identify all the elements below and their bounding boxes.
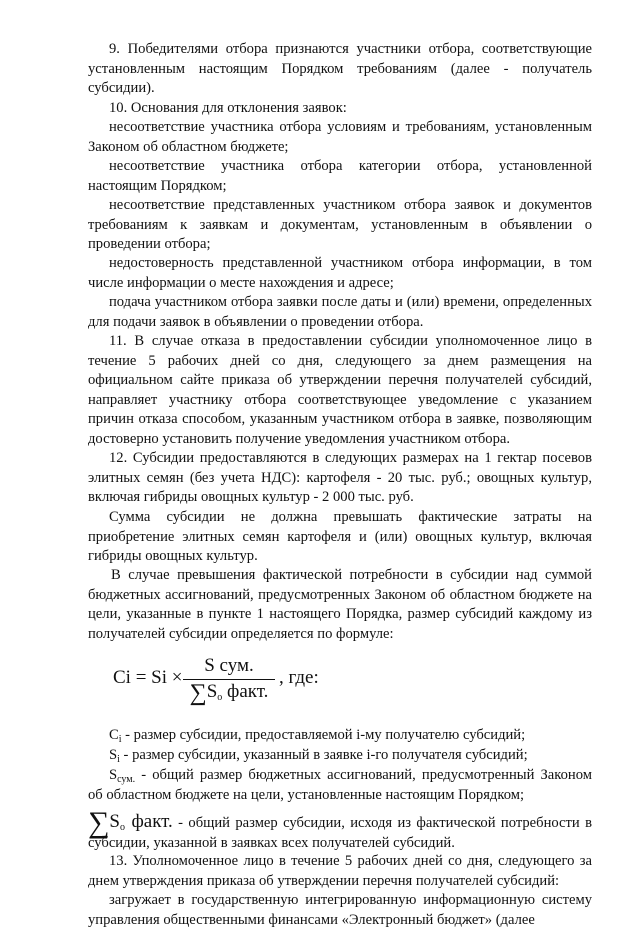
sum-symbol-group: $\sum S_o$ факт. [88, 806, 173, 839]
sigma-symbol: ∑ [189, 680, 207, 706]
paragraph-10e: подача участником отбора заявки после даты и (или) времени, определенных для подачи заявок в объявлении о проведении отбора. [88, 294, 592, 330]
paragraph-12a: Сумма субсидии не должна превышать фактические затраты на приобретение элитных семян картофеля и (или) овощных культур, включая гибриды овощных культур. [88, 509, 592, 564]
paragraph-11: 11. В случае отказа в предоставлении субсидии уполномоченное лицо в течение 5 рабочих дней со дня, следующего за днем размещения на официальном сайте приказа об утверждении перечня получателей субсидий, направляет участнику отбора соответствующее уведомление с указанием причин отказа способом, указанным участником отбора в заявке, позволяющим достоверно установить получение уведомления участником отбора. [88, 333, 592, 447]
paragraph-10c: несоответствие представленных участником отбора заявок и документов требованиям к заявкам и документам, установленным в объявлении о проведении отбора; [88, 197, 592, 252]
formula-tail: , где: [279, 667, 319, 688]
paragraph-9: 9. Победителями отбора признаются участники отбора, соответствующие установленным настоящим Порядком требованиям (далее - получатель субсидии). [88, 41, 592, 96]
paragraph-12: 12. Субсидии предоставляются в следующих размерах на 1 гектар посевов элитных семян (без учета НДС): картофеля - 20 тыс. руб.; овощных культур, включая гибриды овощных культур - 2 000 тыс. руб. [88, 450, 592, 505]
paragraph-10b: несоответствие участника отбора категории отбора, установленной настоящим Порядком; [88, 158, 592, 194]
formula-lhs: Ci = Si × [113, 667, 183, 688]
definition-sfact: $\sum S_o$ факт. - общий размер субсидии, исходя из фактической потребности в субсидии, указанной в заявках всех получателей субсидий. [88, 806, 592, 851]
paragraph-10: 10. Основания для отклонения заявок: [109, 100, 347, 116]
sigma-symbol: ∑ [88, 806, 110, 839]
formula-fraction [183, 655, 275, 704]
definition-ssum: $S_{сум.}$ - общий размер бюджетных ассигнований, предусмотренный Законом об областном бюджете на цели, установленные настоящим Порядком; [88, 767, 592, 803]
formula-numerator: S сум. [183, 655, 275, 680]
paragraph-10a: несоответствие участника отбора условиям и требованиям, установленным Законом об областном бюджете; [88, 119, 592, 155]
paragraph-10d: недостоверность представленной участником отбора информации, в том числе информации о месте нахождения и адресе; [88, 255, 592, 291]
paragraph-13a: загружает в государственную интегрированную информационную систему управления общественными финансами «Электронный бюджет» (далее [88, 892, 592, 928]
formula-denominator: $\sum S_o$ факт. [189, 680, 269, 706]
paragraph-13: 13. Уполномоченное лицо в течение 5 рабочих дней со дня, следующего за днем утверждения приказа об утверждении перечня получателей субсидий: [88, 853, 592, 889]
definition-ci: $C_i$ - размер субсидии, предоставляемой i-му получателю субсидий; [109, 727, 526, 745]
paragraph-12b: В случае превышения фактической потребности в субсидии над суммой бюджетных ассигнований, предусмотренных Законом об областном бюджете на цели, указанные в пункте 1 настоящего Порядка, размер субсидий каждому из получателей субсидии определяется по формуле: [88, 567, 592, 642]
definition-si: $S_i$ - размер субсидии, указанный в заявке i-го получателя субсидий; [109, 747, 528, 765]
